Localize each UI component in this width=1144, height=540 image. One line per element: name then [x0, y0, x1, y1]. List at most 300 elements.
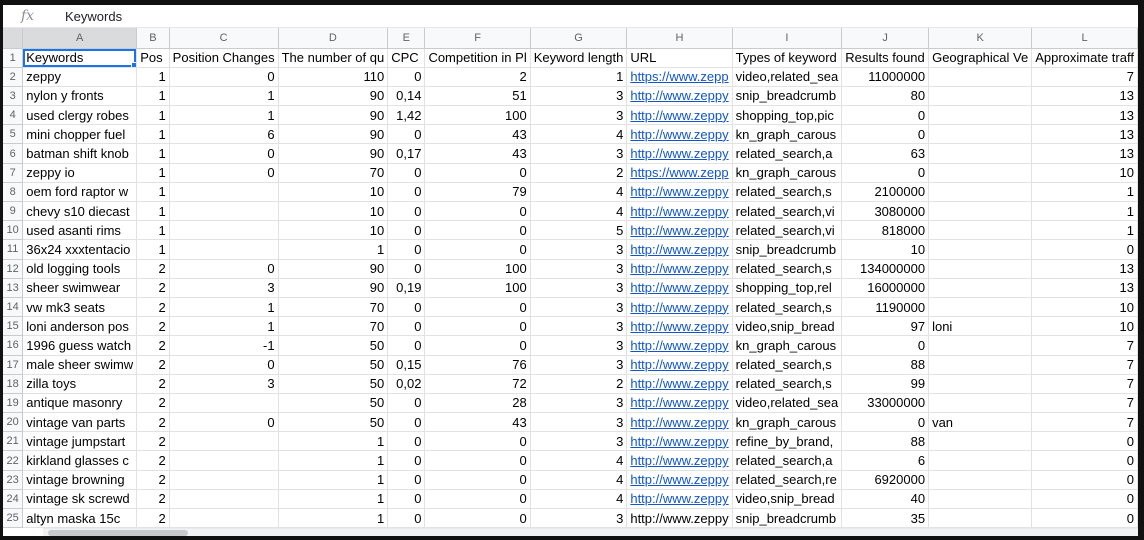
cell-C6[interactable]: 0	[169, 144, 278, 163]
cell-J2[interactable]: 11000000	[842, 67, 929, 86]
cell-E18[interactable]: 0,02	[388, 374, 425, 393]
cell-J3[interactable]: 80	[842, 86, 929, 105]
row-header-22[interactable]: 22	[3, 451, 23, 470]
cell-I15[interactable]: video,snip_bread	[732, 317, 842, 336]
cell-D4[interactable]: 90	[278, 106, 388, 125]
cell-E11[interactable]: 0	[388, 240, 425, 259]
cell-E21[interactable]: 0	[388, 432, 425, 451]
cell-I24[interactable]: video,snip_bread	[732, 489, 842, 508]
row-header-18[interactable]: 18	[3, 374, 23, 393]
column-header-B[interactable]: B	[137, 28, 169, 48]
url-link[interactable]: http://www.zeppy	[630, 318, 729, 334]
cell-H4[interactable]	[627, 106, 732, 125]
cell-K14[interactable]	[929, 297, 1032, 316]
cell-F6[interactable]: 43	[425, 144, 530, 163]
row-header-4[interactable]: 4	[3, 106, 23, 125]
select-all-corner[interactable]	[3, 28, 23, 48]
cell-A8[interactable]: oem ford raptor w	[23, 182, 137, 201]
cell-E17[interactable]: 0,15	[388, 355, 425, 374]
cell-I6[interactable]: related_search,a	[732, 144, 842, 163]
cell-F12[interactable]: 100	[425, 259, 530, 278]
cell-D25[interactable]: 1	[278, 509, 388, 528]
cell-I16[interactable]: kn_graph_carous	[732, 336, 842, 355]
cell-L23[interactable]: 0	[1032, 470, 1138, 489]
cell-G17[interactable]: 3	[530, 355, 627, 374]
cell-B16[interactable]: 2	[137, 336, 169, 355]
url-link[interactable]: http://www.zeppy	[630, 414, 729, 430]
cell-L13[interactable]: 13	[1032, 278, 1138, 297]
cell-E1[interactable]: CPC	[388, 48, 425, 67]
cell-L4[interactable]: 13	[1032, 106, 1138, 125]
cell-A1[interactable]: Keywords	[23, 48, 137, 67]
cell-E20[interactable]: 0	[388, 413, 425, 432]
cell-B8[interactable]: 1	[137, 182, 169, 201]
cell-L1[interactable]: Approximate traff	[1032, 48, 1138, 67]
cell-J16[interactable]: 0	[842, 336, 929, 355]
cell-D7[interactable]: 70	[278, 163, 388, 182]
cell-L25[interactable]: 0	[1032, 509, 1138, 528]
cell-A4[interactable]: used clergy robes	[23, 106, 137, 125]
cell-J20[interactable]: 0	[842, 413, 929, 432]
cell-C11[interactable]	[169, 240, 278, 259]
cell-J15[interactable]: 97	[842, 317, 929, 336]
cell-L2[interactable]: 7	[1032, 67, 1138, 86]
column-header-D[interactable]: D	[278, 28, 388, 48]
cell-H1[interactable]: URL	[627, 48, 732, 67]
row-header-12[interactable]: 12	[3, 259, 23, 278]
cell-K19[interactable]	[929, 393, 1032, 412]
cell-G13[interactable]: 3	[530, 278, 627, 297]
cell-L5[interactable]: 13	[1032, 125, 1138, 144]
cell-I7[interactable]: kn_graph_carous	[732, 163, 842, 182]
cell-G2[interactable]: 1	[530, 67, 627, 86]
cell-B9[interactable]: 1	[137, 202, 169, 221]
cell-H7[interactable]	[627, 163, 732, 182]
url-link[interactable]: http://www.zeppy	[630, 241, 729, 257]
cell-H23[interactable]	[627, 470, 732, 489]
cell-B23[interactable]: 2	[137, 470, 169, 489]
cell-E7[interactable]: 0	[388, 163, 425, 182]
cell-E12[interactable]: 0	[388, 259, 425, 278]
cell-K12[interactable]	[929, 259, 1032, 278]
cell-L6[interactable]: 13	[1032, 144, 1138, 163]
cell-E9[interactable]: 0	[388, 202, 425, 221]
cell-H3[interactable]	[627, 86, 732, 105]
cell-C8[interactable]	[169, 182, 278, 201]
column-header-K[interactable]: K	[929, 28, 1032, 48]
cell-K15[interactable]: loni	[929, 317, 1032, 336]
cell-I10[interactable]: related_search,vi	[732, 221, 842, 240]
cell-L7[interactable]: 10	[1032, 163, 1138, 182]
cell-H24[interactable]	[627, 489, 732, 508]
cell-B19[interactable]: 2	[137, 393, 169, 412]
cell-G25[interactable]: 3	[530, 509, 627, 528]
cell-I4[interactable]: shopping_top,pic	[732, 106, 842, 125]
column-header-A[interactable]: A	[23, 28, 137, 48]
cell-E3[interactable]: 0,14	[388, 86, 425, 105]
cell-B6[interactable]: 1	[137, 144, 169, 163]
cell-G19[interactable]: 3	[530, 393, 627, 412]
cell-J4[interactable]: 0	[842, 106, 929, 125]
row-header-3[interactable]: 3	[3, 86, 23, 105]
cell-H19[interactable]	[627, 393, 732, 412]
cell-K1[interactable]: Geographical Ve	[929, 48, 1032, 67]
cell-J5[interactable]: 0	[842, 125, 929, 144]
cell-J17[interactable]: 88	[842, 355, 929, 374]
cell-G8[interactable]: 4	[530, 182, 627, 201]
cell-H22[interactable]	[627, 451, 732, 470]
cell-H5[interactable]	[627, 125, 732, 144]
cell-E13[interactable]: 0,19	[388, 278, 425, 297]
cell-I8[interactable]: related_search,s	[732, 182, 842, 201]
cell-I9[interactable]: related_search,vi	[732, 202, 842, 221]
cell-L17[interactable]: 7	[1032, 355, 1138, 374]
column-header-C[interactable]: C	[169, 28, 278, 48]
cell-J12[interactable]: 134000000	[842, 259, 929, 278]
cell-A15[interactable]: loni anderson pos	[23, 317, 137, 336]
cell-B17[interactable]: 2	[137, 355, 169, 374]
url-link[interactable]: http://www.zeppy	[630, 299, 729, 315]
cell-K10[interactable]	[929, 221, 1032, 240]
cell-E19[interactable]: 0	[388, 393, 425, 412]
cell-D18[interactable]: 50	[278, 374, 388, 393]
cell-C15[interactable]: 1	[169, 317, 278, 336]
row-header-1[interactable]: 1	[3, 48, 23, 67]
cell-E8[interactable]: 0	[388, 182, 425, 201]
cell-K8[interactable]	[929, 182, 1032, 201]
cell-C22[interactable]	[169, 451, 278, 470]
cell-H15[interactable]	[627, 317, 732, 336]
cell-G12[interactable]: 3	[530, 259, 627, 278]
cell-C21[interactable]	[169, 432, 278, 451]
url-link[interactable]: http://www.zeppy	[630, 433, 729, 449]
cell-E24[interactable]: 0	[388, 489, 425, 508]
formula-input[interactable]: Keywords	[65, 8, 123, 24]
cell-I17[interactable]: related_search,s	[732, 355, 842, 374]
cell-B2[interactable]: 1	[137, 67, 169, 86]
cell-I21[interactable]: refine_by_brand,	[732, 432, 842, 451]
cell-F11[interactable]: 0	[425, 240, 530, 259]
cell-F19[interactable]: 28	[425, 393, 530, 412]
cell-F21[interactable]: 0	[425, 432, 530, 451]
cell-A9[interactable]: chevy s10 diecast	[23, 202, 137, 221]
cell-C19[interactable]	[169, 393, 278, 412]
cell-I13[interactable]: shopping_top,rel	[732, 278, 842, 297]
cell-I3[interactable]: snip_breadcrumb	[732, 86, 842, 105]
cell-H10[interactable]	[627, 221, 732, 240]
cell-J21[interactable]: 88	[842, 432, 929, 451]
cell-B21[interactable]: 2	[137, 432, 169, 451]
cell-K6[interactable]	[929, 144, 1032, 163]
cell-A5[interactable]: mini chopper fuel	[23, 125, 137, 144]
cell-C10[interactable]	[169, 221, 278, 240]
cell-B3[interactable]: 1	[137, 86, 169, 105]
cell-J25[interactable]: 35	[842, 509, 929, 528]
cell-F2[interactable]: 2	[425, 67, 530, 86]
cell-K5[interactable]	[929, 125, 1032, 144]
cell-H8[interactable]	[627, 182, 732, 201]
column-header-H[interactable]: H	[627, 28, 732, 48]
cell-D20[interactable]: 50	[278, 413, 388, 432]
cell-K4[interactable]	[929, 106, 1032, 125]
cell-L9[interactable]: 1	[1032, 202, 1138, 221]
cell-B5[interactable]: 1	[137, 125, 169, 144]
cell-E2[interactable]: 0	[388, 67, 425, 86]
cell-K7[interactable]	[929, 163, 1032, 182]
cell-B1[interactable]: Pos	[137, 48, 169, 67]
cell-F10[interactable]: 0	[425, 221, 530, 240]
horizontal-scrollbar-thumb[interactable]	[48, 530, 188, 536]
url-link[interactable]: http://www.zeppy	[630, 222, 729, 238]
column-header-F[interactable]: F	[425, 28, 530, 48]
cell-A21[interactable]: vintage jumpstart	[23, 432, 137, 451]
cell-D10[interactable]: 10	[278, 221, 388, 240]
cell-H18[interactable]	[627, 374, 732, 393]
cell-K11[interactable]	[929, 240, 1032, 259]
cell-A10[interactable]: used asanti rims	[23, 221, 137, 240]
cell-G21[interactable]: 3	[530, 432, 627, 451]
cell-I11[interactable]: snip_breadcrumb	[732, 240, 842, 259]
cell-F24[interactable]: 0	[425, 489, 530, 508]
cell-G23[interactable]: 4	[530, 470, 627, 489]
cell-F13[interactable]: 100	[425, 278, 530, 297]
row-header-25[interactable]: 25	[3, 509, 23, 528]
cell-C14[interactable]: 1	[169, 297, 278, 316]
row-header-10[interactable]: 10	[3, 221, 23, 240]
cell-G3[interactable]: 3	[530, 86, 627, 105]
cell-L19[interactable]: 7	[1032, 393, 1138, 412]
cell-H16[interactable]	[627, 336, 732, 355]
cell-D12[interactable]: 90	[278, 259, 388, 278]
cell-F5[interactable]: 43	[425, 125, 530, 144]
cell-G20[interactable]: 3	[530, 413, 627, 432]
cell-L22[interactable]: 0	[1032, 451, 1138, 470]
cell-G1[interactable]: Keyword length	[530, 48, 627, 67]
cell-C5[interactable]: 6	[169, 125, 278, 144]
cell-B12[interactable]: 2	[137, 259, 169, 278]
cell-J24[interactable]: 40	[842, 489, 929, 508]
cell-E22[interactable]: 0	[388, 451, 425, 470]
url-link[interactable]: http://www.zeppy	[630, 491, 729, 507]
cell-A2[interactable]: zeppy	[23, 67, 137, 86]
cell-D11[interactable]: 1	[278, 240, 388, 259]
cell-F18[interactable]: 72	[425, 374, 530, 393]
cell-D22[interactable]: 1	[278, 451, 388, 470]
cell-C13[interactable]: 3	[169, 278, 278, 297]
cell-L8[interactable]: 1	[1032, 182, 1138, 201]
cell-J10[interactable]: 818000	[842, 221, 929, 240]
cell-I1[interactable]: Types of keyword	[732, 48, 842, 67]
cell-L18[interactable]: 7	[1032, 374, 1138, 393]
row-header-24[interactable]: 24	[3, 489, 23, 508]
cell-I22[interactable]: related_search,a	[732, 451, 842, 470]
cell-D13[interactable]: 90	[278, 278, 388, 297]
cell-A13[interactable]: sheer swimwear	[23, 278, 137, 297]
cell-B18[interactable]: 2	[137, 374, 169, 393]
row-header-17[interactable]: 17	[3, 355, 23, 374]
cell-D2[interactable]: 110	[278, 67, 388, 86]
cell-I5[interactable]: kn_graph_carous	[732, 125, 842, 144]
cell-B15[interactable]: 2	[137, 317, 169, 336]
cell-C17[interactable]: 0	[169, 355, 278, 374]
column-header-J[interactable]: J	[842, 28, 929, 48]
cell-L15[interactable]: 10	[1032, 317, 1138, 336]
cell-E23[interactable]: 0	[388, 470, 425, 489]
cell-E10[interactable]: 0	[388, 221, 425, 240]
cell-I20[interactable]: kn_graph_carous	[732, 413, 842, 432]
row-header-9[interactable]: 9	[3, 202, 23, 221]
cell-G7[interactable]: 2	[530, 163, 627, 182]
cell-E15[interactable]: 0	[388, 317, 425, 336]
cell-L14[interactable]: 10	[1032, 297, 1138, 316]
row-header-13[interactable]: 13	[3, 278, 23, 297]
row-header-23[interactable]: 23	[3, 470, 23, 489]
cell-C4[interactable]: 1	[169, 106, 278, 125]
row-header-21[interactable]: 21	[3, 432, 23, 451]
row-header-15[interactable]: 15	[3, 317, 23, 336]
cell-B10[interactable]: 1	[137, 221, 169, 240]
cell-C25[interactable]	[169, 509, 278, 528]
cell-K20[interactable]: van	[929, 413, 1032, 432]
column-header-G[interactable]: G	[530, 28, 627, 48]
cell-E16[interactable]: 0	[388, 336, 425, 355]
cell-K25[interactable]	[929, 509, 1032, 528]
cell-F20[interactable]: 43	[425, 413, 530, 432]
cell-J8[interactable]: 2100000	[842, 182, 929, 201]
cell-B7[interactable]: 1	[137, 163, 169, 182]
cell-C3[interactable]: 1	[169, 86, 278, 105]
cell-L12[interactable]: 13	[1032, 259, 1138, 278]
cell-G22[interactable]: 4	[530, 451, 627, 470]
cell-G9[interactable]: 4	[530, 202, 627, 221]
cell-E14[interactable]: 0	[388, 297, 425, 316]
cell-G14[interactable]: 3	[530, 297, 627, 316]
cell-K2[interactable]	[929, 67, 1032, 86]
cell-I19[interactable]: video,related_sea	[732, 393, 842, 412]
cell-A25[interactable]: altyn maska 15c	[23, 509, 137, 528]
cell-F1[interactable]: Competition in Pl	[425, 48, 530, 67]
cell-C12[interactable]: 0	[169, 259, 278, 278]
cell-L10[interactable]: 1	[1032, 221, 1138, 240]
cell-K24[interactable]	[929, 489, 1032, 508]
cell-F23[interactable]: 0	[425, 470, 530, 489]
row-header-2[interactable]: 2	[3, 67, 23, 86]
cell-E5[interactable]: 0	[388, 125, 425, 144]
cell-H12[interactable]	[627, 259, 732, 278]
cell-D23[interactable]: 1	[278, 470, 388, 489]
cell-A6[interactable]: batman shift knob	[23, 144, 137, 163]
cell-F22[interactable]: 0	[425, 451, 530, 470]
row-header-5[interactable]: 5	[3, 125, 23, 144]
cell-H20[interactable]	[627, 413, 732, 432]
url-link[interactable]: http://www.zeppy	[630, 88, 729, 104]
cell-G18[interactable]: 2	[530, 374, 627, 393]
cell-D17[interactable]: 50	[278, 355, 388, 374]
cell-J13[interactable]: 16000000	[842, 278, 929, 297]
cell-G4[interactable]: 3	[530, 106, 627, 125]
cell-A22[interactable]: kirkland glasses c	[23, 451, 137, 470]
row-header-11[interactable]: 11	[3, 240, 23, 259]
cell-F15[interactable]: 0	[425, 317, 530, 336]
cell-J19[interactable]: 33000000	[842, 393, 929, 412]
cell-L11[interactable]: 0	[1032, 240, 1138, 259]
cell-B11[interactable]: 1	[137, 240, 169, 259]
cell-I25[interactable]: snip_breadcrumb	[732, 509, 842, 528]
cell-H25[interactable]: http://www.zeppy	[627, 509, 732, 528]
cell-B22[interactable]: 2	[137, 451, 169, 470]
cell-H14[interactable]	[627, 297, 732, 316]
url-link[interactable]: https://www.zepp	[630, 69, 729, 85]
cell-J22[interactable]: 6	[842, 451, 929, 470]
cell-A20[interactable]: vintage van parts	[23, 413, 137, 432]
cell-J11[interactable]: 10	[842, 240, 929, 259]
cell-D5[interactable]: 90	[278, 125, 388, 144]
cell-K18[interactable]	[929, 374, 1032, 393]
cell-D1[interactable]: The number of qu	[278, 48, 388, 67]
cell-A7[interactable]: zeppy io	[23, 163, 137, 182]
cell-G11[interactable]: 3	[530, 240, 627, 259]
cell-K22[interactable]	[929, 451, 1032, 470]
cell-K13[interactable]	[929, 278, 1032, 297]
cell-C9[interactable]	[169, 202, 278, 221]
row-header-8[interactable]: 8	[3, 182, 23, 201]
cell-A14[interactable]: vw mk3 seats	[23, 297, 137, 316]
cell-H6[interactable]	[627, 144, 732, 163]
cell-A12[interactable]: old logging tools	[23, 259, 137, 278]
cell-J1[interactable]: Results found	[842, 48, 929, 67]
cell-H21[interactable]	[627, 432, 732, 451]
cell-C1[interactable]: Position Changes	[169, 48, 278, 67]
cell-G6[interactable]: 3	[530, 144, 627, 163]
column-header-I[interactable]: I	[732, 28, 842, 48]
cell-D15[interactable]: 70	[278, 317, 388, 336]
cell-I14[interactable]: related_search,s	[732, 297, 842, 316]
cell-A11[interactable]: 36x24 xxxtentacio	[23, 240, 137, 259]
cell-B4[interactable]: 1	[137, 106, 169, 125]
cell-C24[interactable]	[169, 489, 278, 508]
cell-L16[interactable]: 7	[1032, 336, 1138, 355]
cell-K9[interactable]	[929, 202, 1032, 221]
cell-G16[interactable]: 3	[530, 336, 627, 355]
cell-D3[interactable]: 90	[278, 86, 388, 105]
cell-C2[interactable]: 0	[169, 67, 278, 86]
url-link[interactable]: http://www.zeppy	[630, 453, 729, 469]
cell-F16[interactable]: 0	[425, 336, 530, 355]
cell-F4[interactable]: 100	[425, 106, 530, 125]
url-link[interactable]: http://www.zeppy	[630, 472, 729, 488]
cell-K16[interactable]	[929, 336, 1032, 355]
cell-D6[interactable]: 90	[278, 144, 388, 163]
cell-A19[interactable]: antique masonry	[23, 393, 137, 412]
cell-I2[interactable]: video,related_sea	[732, 67, 842, 86]
url-link[interactable]: http://www.zeppy	[630, 126, 729, 142]
cell-B25[interactable]: 2	[137, 509, 169, 528]
row-header-6[interactable]: 6	[3, 144, 23, 163]
cell-A18[interactable]: zilla toys	[23, 374, 137, 393]
column-header-E[interactable]: E	[388, 28, 425, 48]
cell-D16[interactable]: 50	[278, 336, 388, 355]
cell-J14[interactable]: 1190000	[842, 297, 929, 316]
cell-D8[interactable]: 10	[278, 182, 388, 201]
cell-F7[interactable]: 0	[425, 163, 530, 182]
column-header-L[interactable]: L	[1032, 28, 1138, 48]
cell-I18[interactable]: related_search,s	[732, 374, 842, 393]
cell-F17[interactable]: 76	[425, 355, 530, 374]
url-link[interactable]: http://www.zeppy	[630, 184, 729, 200]
cell-G24[interactable]: 4	[530, 489, 627, 508]
cell-F14[interactable]: 0	[425, 297, 530, 316]
cell-C16[interactable]: -1	[169, 336, 278, 355]
